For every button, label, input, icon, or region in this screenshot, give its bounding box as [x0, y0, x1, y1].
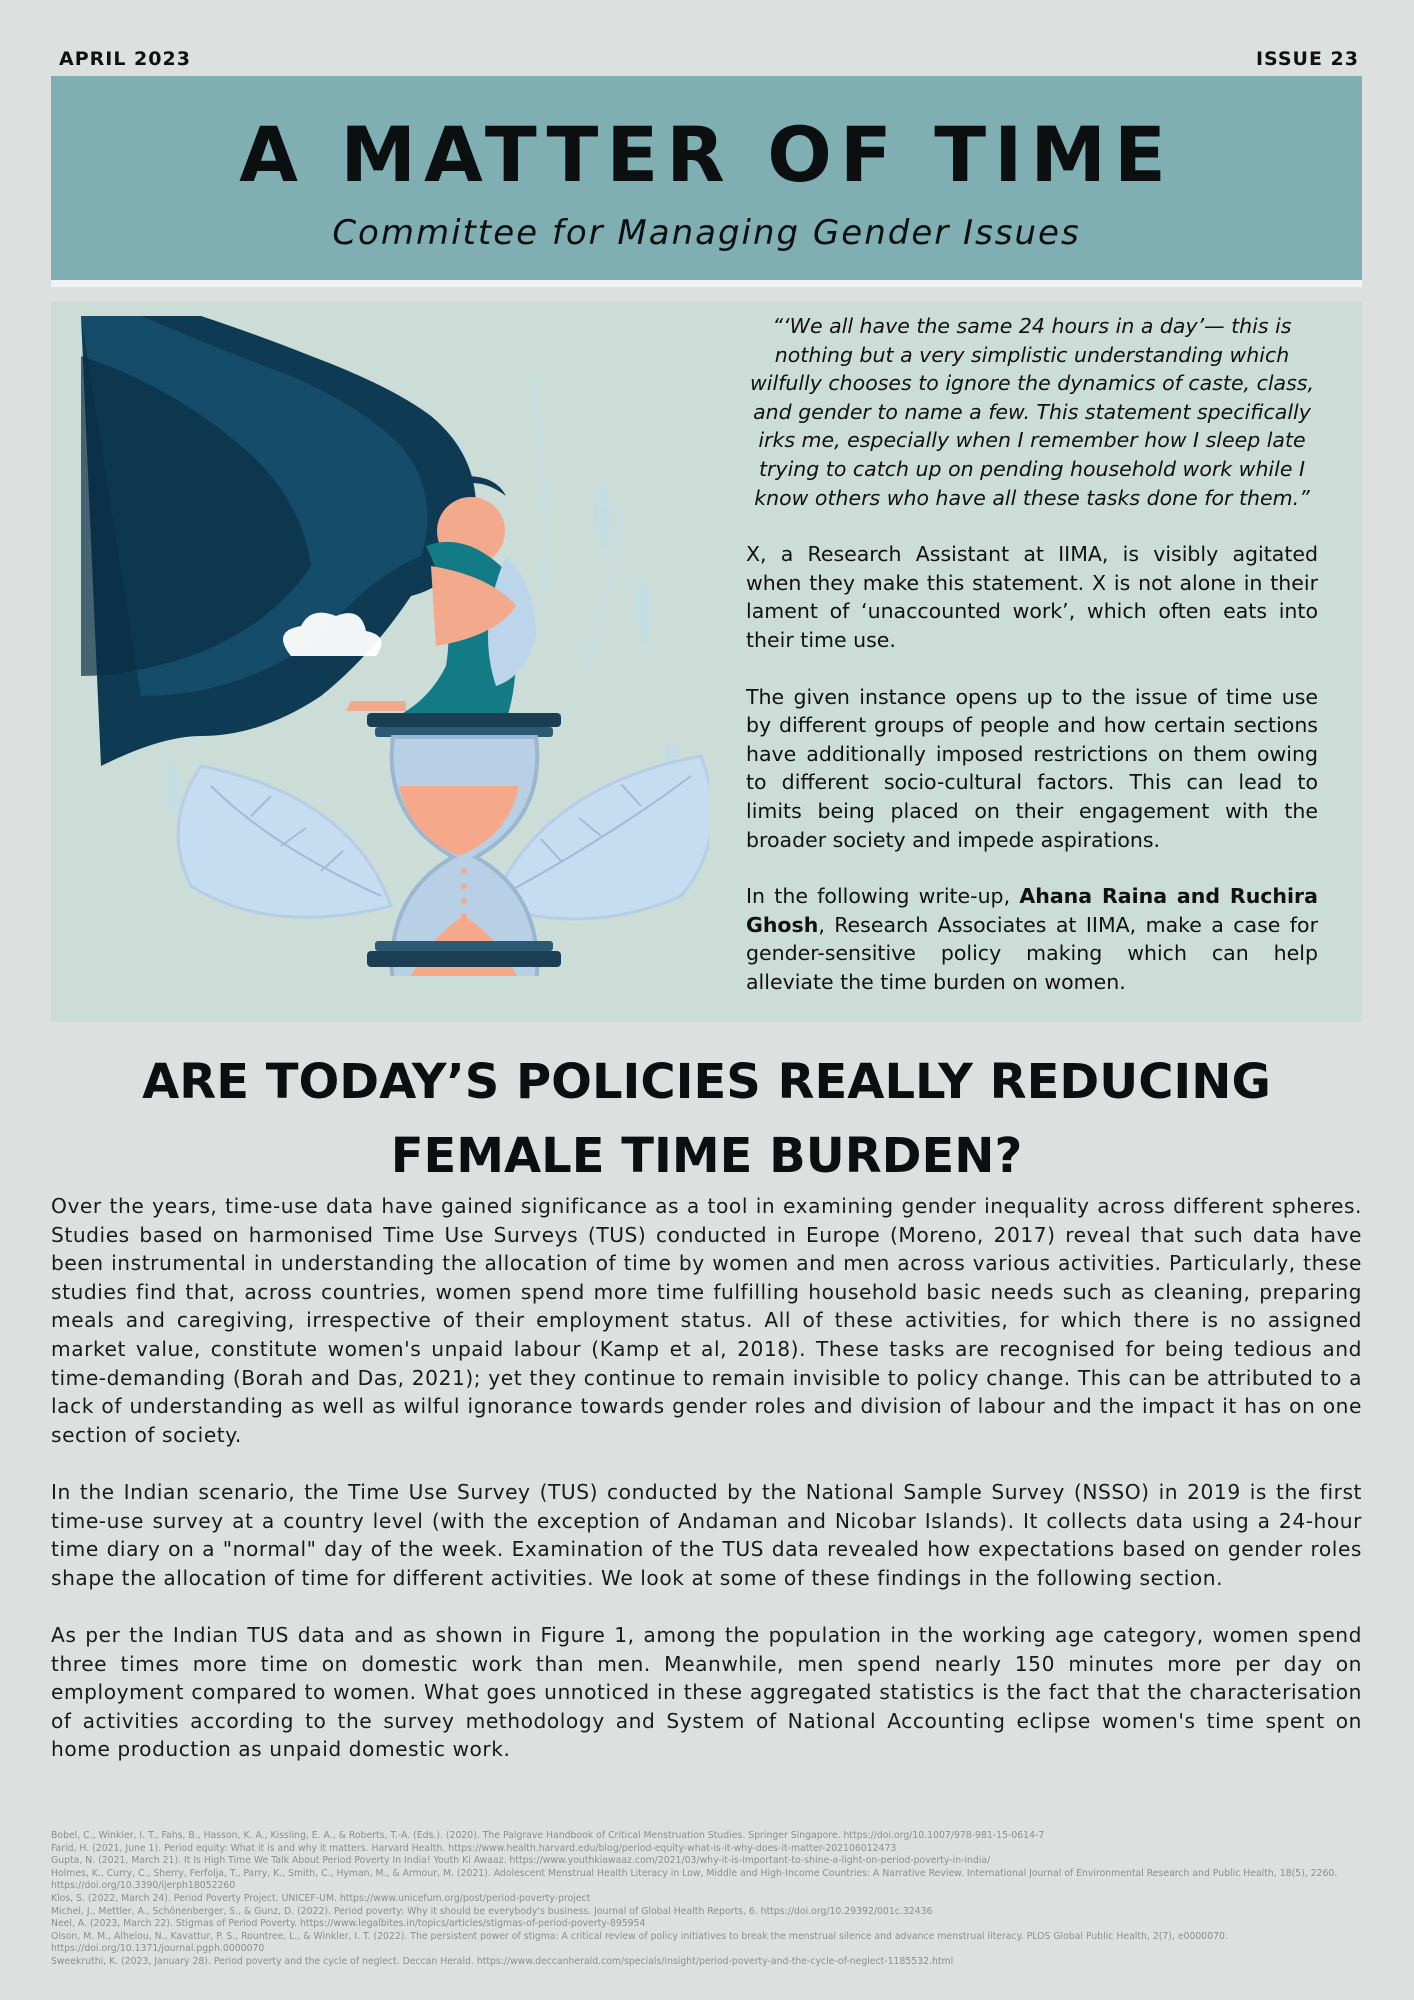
pull-quote [746, 312, 1318, 512]
article-body [51, 1192, 1362, 1792]
author-names: Ahana Raina and Ruchira Ghosh [746, 884, 1318, 937]
article-headline [51, 1045, 1362, 1193]
issue-number: ISSUE 23 [1255, 48, 1359, 70]
quote-line: trying to catch up on pending household work while I [758, 456, 1305, 481]
newsletter-subtitle: Committee for Managing Gender Issues [332, 212, 1081, 253]
quote-line: nothing but a very simplistic understanding which [774, 342, 1290, 367]
headline-line-1: ARE TODAY’S POLICIES REALLY REDUCING [142, 1054, 1271, 1110]
article-paragraph-1: Over the years, time-use data have gained significance as a tool in examining gender inequality across different spheres. Studies based on harmonised Time Use Surveys (TUS) conducted in Europe (Moreno, 2017) reveal that such data have been instrumental in understanding the allocation of time by women and men across various activities. Particularly, these studies find that, across countries, women spend more time fulfilling household basic needs such as cleaning, preparing meals and caregiving, irrespective of their employment status. All of these activities, for which there is no assigned market value, constitute women's unpaid labour (Kamp et al, 2018). These tasks are recognised for being tedious and time-demanding (Borah and Das, 2021); yet they continue to remain invisible to policy change. This can be attributed to a lack of understanding as well as wilful ignorance towards gender roles and division of labour and the impact it has on one section of society. [51, 1194, 1362, 1447]
quote-line: “‘We all have the same 24 hours in a day’— this is [772, 314, 1292, 338]
intro-paragraph-1: X, a Research Assistant at IIMA, is visibly agitated when they make this statement. X is not alone in their lament of ‘unaccounted work’, which often eats into their time use. [746, 542, 1318, 652]
intro-prefix: In the following write-up, [746, 884, 1020, 909]
intro-suffix: , Research Associates at IIMA, make a case for gender-sensitive policy making which can help alleviate the time burden on women. [746, 912, 1318, 994]
intro-paragraph-2: The given instance opens up to the issue of time use by different groups of people and how certain sections have additionally imposed restrictions on them owing to different socio-cultural factors. This can lead to limits being placed on their engagement with the broader society and impede aspirations. [746, 684, 1318, 852]
newsletter-title: A MATTER OF TIME [239, 110, 1174, 199]
headline-line-2: FEMALE TIME BURDEN? [390, 1128, 1023, 1184]
masthead [51, 76, 1362, 280]
feature-panel [51, 302, 1362, 1022]
quote-line: wilfully chooses to ignore the dynamics of caste, class, [749, 371, 1314, 396]
reference-item: Neel, A. (2023, March 22). Stigmas of Period Poverty. https://www.legalbites.in/topics/articles/stigmas-of-period-poverty-895954 [51, 1918, 646, 1930]
reference-item: Gupta, N. (2021, March 21). It Is High Time We Talk About Period Poverty In India! Youth Ki Awaaz. https://www.youthkiawaaz.com/2021/03/why-it-is-important-to-shine-a-light-on-period-poverty-in-india/ [51, 1855, 991, 1867]
reference-item: https://doi.org/10.1371/journal.pgph.0000070 [51, 1943, 265, 1955]
reference-item: Bobel, C., Winkler, I. T., Fahs, B., Hasson, K. A., Kissling, E. A., & Roberts, T.-A. (Eds.). (2020). The Palgrave Handbook of Critical Menstruation Studies. Springer Singapore. https://doi.org/10.1007/978-981-15-0614-7 [51, 1830, 1045, 1841]
article-paragraph-2: In the Indian scenario, the Time Use Survey (TUS) conducted by the National Sample Survey (NSSO) in 2019 is the first time-use survey at a country level (with the exception of Andaman and Nicobar Islands). It collects data using a 24-hour time diary on a "normal" day of the week. Examination of the TUS data revealed how expectations based on gender roles shape the allocation of time for different activities. We look at some of these findings in the following section. [51, 1479, 1362, 1590]
masthead-divider [51, 280, 1362, 287]
hourglass-woman-illustration [81, 316, 709, 976]
reference-item: Olson, M. M., Alhelou, N., Kavattur, P. S., Rountree, L., & Winkler, I. T. (2022). The persistent power of stigma: A critical review of policy initiatives to break the menstrual silence and advance menstrual literacy. PLOS Global Public Health, 2(7), e0000070. [51, 1930, 1228, 1942]
quote-line: know others who have all these tasks done for them.” [754, 485, 1310, 510]
article-paragraph-3: As per the Indian TUS data and as shown in Figure 1, among the population in the working age category, women spend three times more time on domestic work than men. Meanwhile, men spend nearly 150 minutes more per day on employment compared to women. What goes unnoticed in these aggregated statistics is the fact that the characterisation of activities according to the survey methodology and System of National Accounting eclipse women's time spent on home production as unpaid domestic work. [51, 1622, 1362, 1762]
feature-text [746, 312, 1318, 1024]
reference-item: https://doi.org/10.3390/ijerph18052260 [51, 1880, 236, 1892]
issue-date: APRIL 2023 [59, 48, 191, 70]
quote-line: and gender to name a few. This statement specifically [753, 399, 1311, 424]
reference-item: Michel, J., Mettler, A., Schönenberger, S., & Gunz, D. (2022). Period poverty: Why it should be everybody's business. Journal of Global Health Reports, 6. https://doi.org/10.29392/001c.32436 [51, 1905, 933, 1917]
reference-item: Holmes, K., Curry, C., Sherry, Ferfolja, T., Parry, K., Smith, C., Hyman, M., & Armour, M. (2021). Adolescent Menstrual Health Literacy in Low, Middle and High-Income Countries: A Narrative Review. International Journal of Environmental Research and Public Health, 18(5), 2260. [51, 1867, 1338, 1879]
reference-item: Klos, S. (2022, March 24). Period Poverty Project. UNICEF-UM. https://www.unicefum.org/post/period-poverty-project [51, 1892, 591, 1904]
intro-paragraph-3 [746, 882, 1318, 996]
reference-item: Sweekruthi, K. (2023, January 28). Period poverty and the cycle of neglect. Deccan Herald. https://www.deccanherald.com/specials/insight/period-poverty-and-the-cycle-of-neglect-1185532.html [51, 1955, 954, 1967]
reference-item: Farid, H. (2021, June 1). Period equity: What it is and why it matters. Harvard Health. https://www.health.harvard.edu/blog/period-equity-what-is-it-why-does-it-matter-202106012473 [51, 1842, 897, 1854]
quote-line: irks me, especially when I remember how I sleep late [758, 428, 1306, 453]
references [51, 1830, 1362, 1969]
